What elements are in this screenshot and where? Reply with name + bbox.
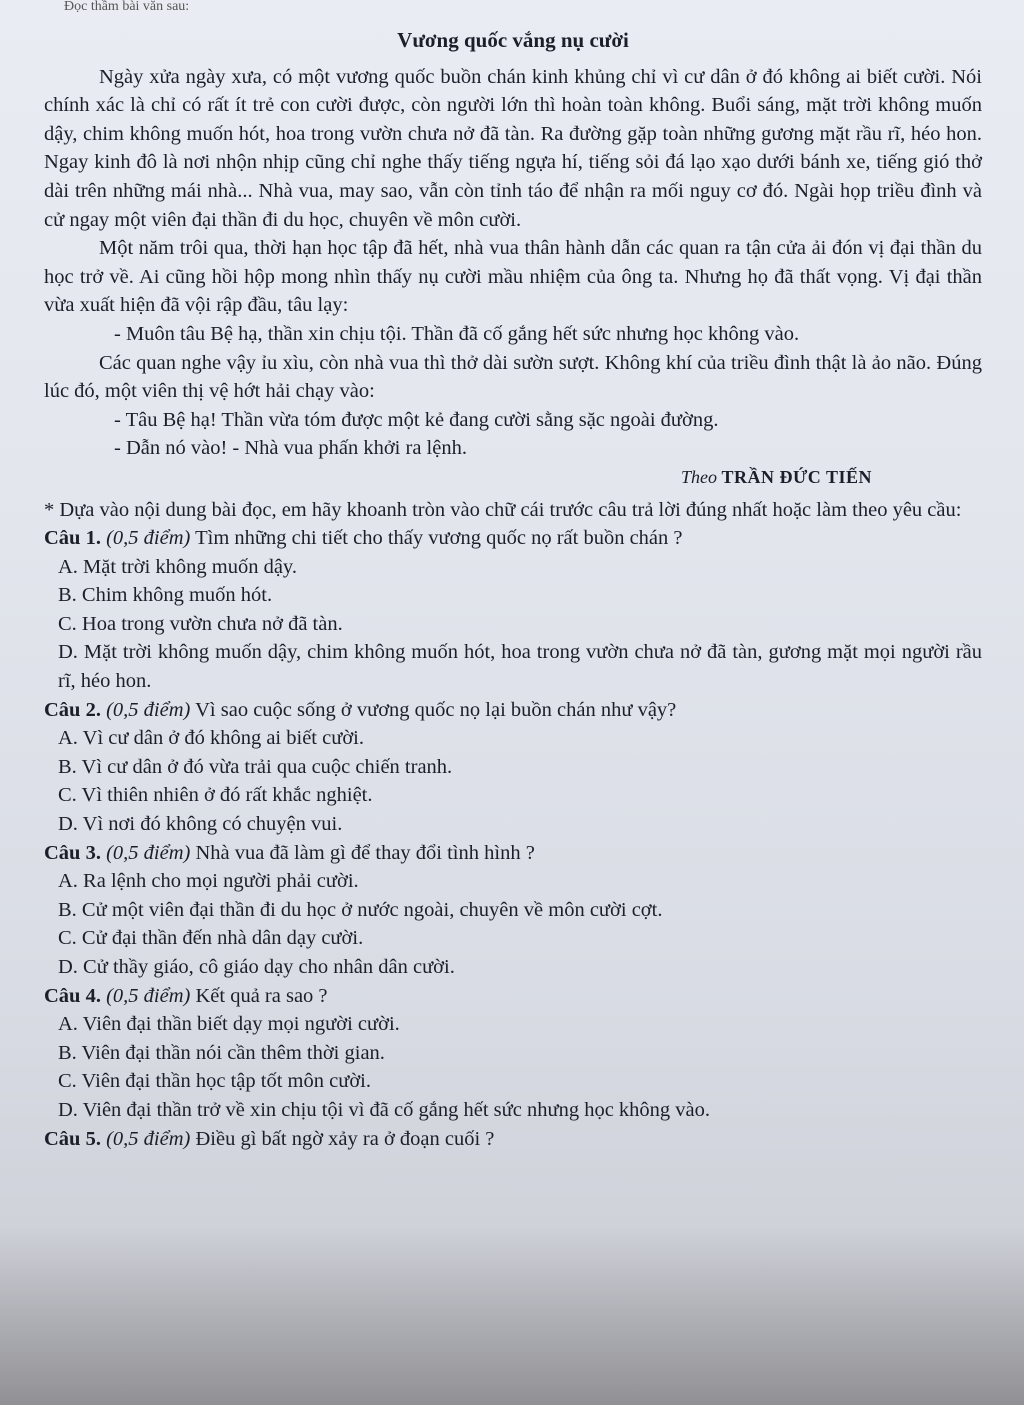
header-cut-text: Đọc thầm bài văn sau:: [64, 0, 190, 14]
question-3: [44, 839, 982, 982]
question-points: (0,5 điểm): [106, 984, 191, 1007]
question-number: Câu 1.: [44, 527, 101, 550]
question-text: Điều gì bất ngờ xảy ra ở đoạn cuối ?: [195, 1127, 495, 1150]
question-points: (0,5 điểm): [106, 698, 191, 721]
question-4: [44, 982, 982, 1125]
paragraph-3: Các quan nghe vậy ỉu xìu, còn nhà vua thì thở dài sườn sượt. Không khí của triều đình thật là ảo não. Đúng lúc đó, một viên thị vệ hớt hải chạy vào:: [44, 351, 982, 403]
option-a: A. Vì cư dân ở đó không ai biết cười.: [58, 727, 364, 750]
question-text: Nhà vua đã làm gì để thay đổi tình hình ?: [195, 841, 535, 864]
question-number: Câu 4.: [44, 984, 101, 1007]
question-points: (0,5 điểm): [106, 527, 191, 550]
question-5: [44, 1125, 982, 1154]
option-b: B. Chim không muốn hót.: [58, 584, 273, 607]
option-b: B. Vì cư dân ở đó vừa trải qua cuộc chiến tranh.: [58, 755, 453, 778]
option-c: C. Vì thiên nhiên ở đó rất khắc nghiệt.: [58, 784, 373, 807]
option-d: D. Cử thầy giáo, cô giáo dạy cho nhân dân cười.: [58, 956, 455, 978]
dialogue-minister: - Muôn tâu Bệ hạ, thần xin chịu tội. Thần đã cố gắng hết sức nhưng học không vào.: [114, 322, 800, 345]
source-attribution: [44, 463, 982, 492]
source-author: TRẦN ĐỨC TIẾN: [721, 466, 872, 487]
source-prefix: Theo: [680, 466, 717, 487]
option-d: D. Vì nơi đó không có chuyện vui.: [58, 813, 343, 836]
question-text: Tìm những chi tiết cho thấy vương quốc nọ rất buồn chán ?: [195, 527, 683, 550]
question-number: Câu 2.: [44, 698, 101, 721]
question-text: Kết quả ra sao ?: [195, 984, 328, 1007]
question-number: Câu 3.: [44, 841, 101, 864]
option-c: C. Cử đại thần đến nhà dân dạy cười.: [58, 927, 364, 950]
photo-shadow: [0, 1225, 1024, 1405]
option-a: A. Mặt trời không muốn dậy.: [58, 555, 297, 578]
option-a: A. Ra lệnh cho mọi người phải cười.: [58, 870, 359, 893]
option-a: A. Viên đại thần biết dạy mọi người cười.: [58, 1013, 400, 1036]
option-d: D. Mặt trời không muốn dậy, chim không muốn hót, hoa trong vườn chưa nở đã tàn, gương mặt mọi người rầu rĩ, héo hon.: [58, 641, 982, 693]
option-c: C. Hoa trong vườn chưa nở đã tàn.: [58, 612, 343, 635]
dialogue-king: - Dẫn nó vào! - Nhà vua phấn khởi ra lệnh.: [114, 437, 467, 460]
document-content: [44, 0, 982, 1153]
option-b: B. Cử một viên đại thần đi du học ở nước ngoài, chuyên về môn cười cợt.: [58, 898, 663, 921]
paragraph-2: Một năm trôi qua, thời hạn học tập đã hết, nhà vua thân hành dẫn các quan ra tận cửa ải đón vị đại thần du học trở về. Ai cũng hồi hộp mong nhìn thấy nụ cười mầu nhiệm của ông ta. Nhưng họ đã thất vọng. Vị đại thần vừa xuất hiện đã vội rập đầu, tâu lạy:: [44, 237, 982, 317]
option-b: B. Viên đại thần nói cần thêm thời gian.: [58, 1041, 385, 1064]
instruction: * Dựa vào nội dung bài đọc, em hãy khoanh tròn vào chữ cái trước câu trả lời đúng nhất hoặc làm theo yêu cầu:: [44, 498, 962, 521]
dialogue-guard: - Tâu Bệ hạ! Thần vừa tóm được một kẻ đang cười sằng sặc ngoài đường.: [114, 408, 719, 431]
question-2: [44, 696, 982, 839]
question-1: [44, 524, 982, 696]
option-d: D. Viên đại thần trở về xin chịu tội vì đã cố gắng hết sức nhưng học không vào.: [58, 1098, 711, 1121]
question-points: (0,5 điểm): [106, 841, 191, 864]
question-points: (0,5 điểm): [106, 1127, 191, 1150]
question-text: Vì sao cuộc sống ở vương quốc nọ lại buồn chán như vậy?: [195, 698, 677, 721]
question-number: Câu 5.: [44, 1127, 101, 1150]
story-title: Vương quốc vắng nụ cười: [397, 28, 629, 52]
option-c: C. Viên đại thần học tập tốt môn cười.: [58, 1070, 371, 1093]
paragraph-1: Ngày xửa ngày xưa, có một vương quốc buồn chán kinh khủng chỉ vì cư dân ở đó không ai biết cười. Nói chính xác là chỉ có rất ít trẻ con cười được, còn người lớn thì hoàn toàn không. Buổi sáng, mặt trời không muốn dậy, chim không muốn hót, hoa trong vườn chưa nở đã tàn. Ra đường gặp toàn những gương mặt rầu rĩ, héo hon. Ngay kinh đô là nơi nhộn nhịp cũng chỉ nghe thấy tiếng ngựa hí, tiếng sỏi đá lạo xạo dưới bánh xe, tiếng gió thở dài trên những mái nhà... Nhà vua, may sao, vẫn còn tỉnh táo để nhận ra mối nguy cơ đó. Ngài họp triều đình và cử ngay một viên đại thần đi du học, chuyên về môn cười.: [44, 65, 982, 231]
